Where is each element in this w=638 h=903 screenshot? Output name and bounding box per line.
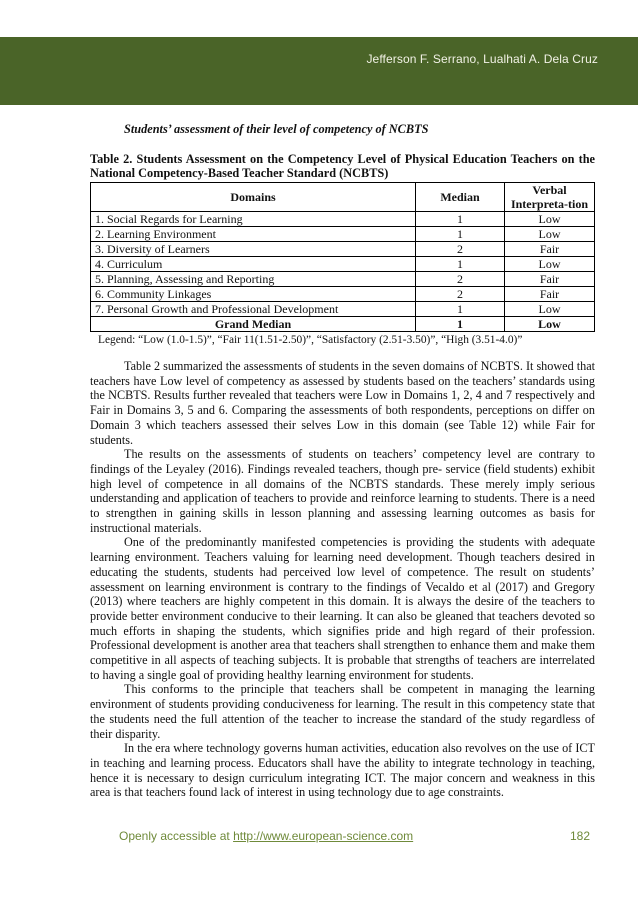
table-header-row: [91, 183, 595, 212]
median-cell: 1: [416, 302, 505, 317]
interpretation-cell: Low: [505, 257, 595, 272]
body-paragraph: In the era where technology governs human activities, education also revolves on the use of ICT in teaching and learning process. Educators shall have the ability to integrate technology in teaching, hence it is necessary to design curriculum integrating ICT. The major concern and weakness in this area is that teachers found lack of interest in using technology due to age constraints.: [90, 741, 595, 800]
table-row: [91, 272, 595, 287]
competency-table: [90, 182, 595, 332]
table-row: [91, 227, 595, 242]
domain-cell: 3. Diversity of Learners: [91, 242, 416, 257]
grand-median-row: [91, 317, 595, 332]
header-domains: Domains: [91, 183, 416, 212]
interpretation-cell: Low: [505, 212, 595, 227]
median-cell: 2: [416, 272, 505, 287]
grand-median-value: 1: [416, 317, 505, 332]
header-verbal-interpretation: Verbal Interpreta-tion: [505, 183, 595, 212]
header-authors: Jefferson F. Serrano, Lualhati A. Dela Cruz: [366, 52, 598, 66]
median-cell: 2: [416, 287, 505, 302]
page-number: 182: [569, 829, 590, 843]
interpretation-cell: Low: [505, 302, 595, 317]
table-row: [91, 302, 595, 317]
median-cell: 2: [416, 242, 505, 257]
table-row: [91, 287, 595, 302]
interpretation-cell: Low: [505, 227, 595, 242]
body-paragraph: Table 2 summarized the assessments of students in the seven domains of NCBTS. It showed that teachers have Low level of competency as assessed by students based on the teachers’ standards using the NCBTS. Results further revealed that teachers were Low in Domains 1, 2, 4 and 7 respectively and Fair in Domains 3, 5 and 6. Comparing the assessments of both respondents, perceptions on differ on Domain 3 which teachers assessed their selves Low in this domain (see Table 12) while Fair for students.: [90, 359, 595, 447]
table-row: [91, 257, 595, 272]
body-paragraph: The results on the assessments of students on teachers’ competency level are contrary to findings of the Leyaley (2016). Findings revealed teachers, though pre- service (field students) exhibit high level of competence in all domains of the NCBTS standards. These merely imply serious understanding and application of teachers to provide and reinforce learning to students. There is a need to strengthen in gaining skills in lesson planning and assessing learning outcomes as basis for instructional materials.: [90, 447, 595, 535]
grand-median-interpretation: Low: [505, 317, 595, 332]
domain-cell: 2. Learning Environment: [91, 227, 416, 242]
domain-cell: 5. Planning, Assessing and Reporting: [91, 272, 416, 287]
body-paragraph: One of the predominantly manifested competencies is providing the students with adequate learning environment. Teachers valuing for learning need development. Though teachers desired in educating the students, students had perceived low level of competence. The result on students’ assessment on learning environment is contrary to the findings of Vecaldo et al (2017) and Gregory (2013) where teachers are highly competent in this domain. It is always the desire of the teachers to provide better environment conducive to their learning. It can also be gleaned that teachers devoted so much efforts in shaping the students, which signifies pride and high regard of their profession. Professional development is another area that teachers shall strengthen to enhance them and make them competitive in all aspects of teaching subjects. It is probable that strengths of teachers are interrelated to having a single goal of providing healthy learning environment for students.: [90, 535, 595, 682]
section-heading: Students’ assessment of their level of competency of NCBTS: [124, 122, 429, 136]
domain-cell: 7. Personal Growth and Professional Development: [91, 302, 416, 317]
table-legend: Legend: “Low (1.0-1.5)”, “Fair 11(1.51-2.50)”, “Satisfactory (2.51-3.50)”, “High (3.51-4.0)”: [98, 334, 523, 346]
grand-median-label: Grand Median: [91, 317, 416, 332]
domain-cell: 6. Community Linkages: [91, 287, 416, 302]
median-cell: 1: [416, 212, 505, 227]
median-cell: 1: [416, 257, 505, 272]
footer-link[interactable]: http://www.european-science.com: [233, 829, 414, 843]
table-row: [91, 242, 595, 257]
domain-cell: 4. Curriculum: [91, 257, 416, 272]
interpretation-cell: Fair: [505, 242, 595, 257]
interpretation-cell: Fair: [505, 287, 595, 302]
footer-access-note: [119, 829, 413, 843]
domain-cell: 1. Social Regards for Learning: [91, 212, 416, 227]
header-median: Median: [416, 183, 505, 212]
interpretation-cell: Fair: [505, 272, 595, 287]
body-paragraph: This conforms to the principle that teachers shall be competent in managing the learning environment of students providing conduciveness for learning. The result in this competency state that the students need the full attention of the teacher to increase the standard of the study regardless of their disparity.: [90, 682, 595, 741]
footer-prefix: Openly accessible at: [119, 829, 234, 843]
median-cell: 1: [416, 227, 505, 242]
header-band: [0, 37, 638, 105]
table-row: [91, 212, 595, 227]
page-content: [90, 118, 595, 800]
table-caption: Table 2. Students Assessment on the Competency Level of Physical Education Teachers on the National Competency-Based Teacher Standard (NCBTS): [90, 152, 595, 180]
